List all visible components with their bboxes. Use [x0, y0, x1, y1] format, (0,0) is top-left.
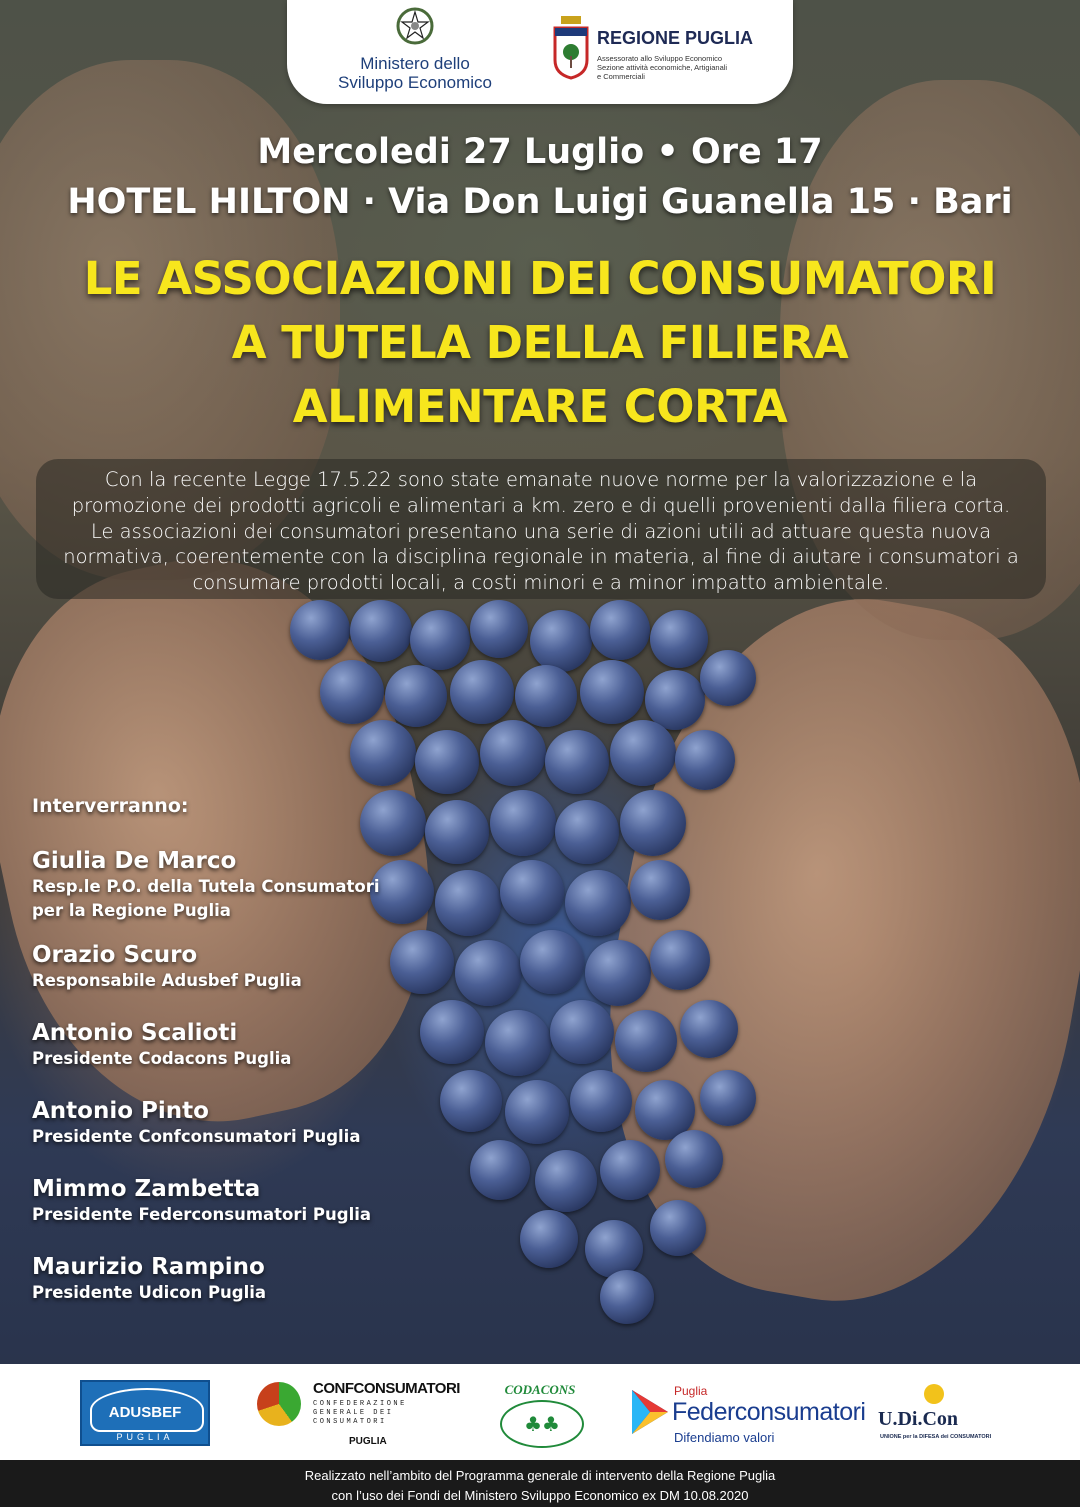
confconsumatori-sub: CONFEDERAZIONE GENERALE DEI CONSUMATORI: [313, 1400, 407, 1426]
grape: [480, 720, 546, 786]
association-logos: [0, 1364, 1080, 1460]
grape: [600, 1140, 660, 1200]
institutional-header: [287, 0, 793, 104]
title-line1: LE ASSOCIAZIONI DEI CONSUMATORI: [83, 252, 997, 305]
ministry-name-line2: Sviluppo Economico: [337, 73, 493, 92]
adusbef-logo: [80, 1380, 210, 1446]
speakers-list: [32, 795, 452, 1319]
confconsumatori-logo: [255, 1364, 460, 1460]
grape: [600, 1270, 654, 1324]
event-location: HOTEL HILTON · Via Don Luigi Guanella 15 · Bari: [67, 182, 1013, 222]
grape: [320, 660, 384, 724]
italian-emblem-icon: [395, 6, 435, 46]
speaker-item: [32, 1253, 452, 1305]
grape: [535, 1150, 597, 1212]
speaker-item: [32, 1097, 452, 1149]
grape: [700, 1070, 756, 1126]
grape: [580, 660, 644, 724]
intro-line5: consumare prodotti locali, a costi minori e a minor impatto ambientale.: [192, 571, 890, 595]
codacons-logo: [490, 1364, 590, 1460]
federconsumatori-logo: [632, 1364, 866, 1460]
grape: [650, 1200, 706, 1256]
region-name: REGIONE PUGLIA: [597, 28, 754, 48]
event-date-time: Mercoledi 27 Luglio • Ore 17: [257, 132, 823, 172]
title-line3: ALIMENTARE CORTA: [292, 380, 788, 433]
speaker-item: [32, 1175, 452, 1227]
grape: [675, 730, 735, 790]
speaker-role: Presidente Codacons Puglia: [32, 1049, 292, 1068]
grape: [585, 940, 651, 1006]
grape: [585, 1220, 643, 1278]
grape: [515, 665, 577, 727]
sun-icon: [924, 1384, 944, 1404]
grape: [550, 1000, 614, 1064]
speaker-role: Resp.le P.O. della Tutela Consumatori: [32, 877, 380, 896]
federconsumatori-name: Federconsumatori: [672, 1398, 866, 1426]
speaker-item: [32, 847, 452, 923]
speaker-name: Mimmo Zambetta: [32, 1176, 261, 1202]
clover-icon: ♣♣: [524, 1412, 560, 1436]
ministry-name-line1: Ministero dello: [360, 54, 470, 73]
speaker-role: Presidente Udicon Puglia: [32, 1283, 267, 1302]
grape: [415, 730, 479, 794]
grape: [520, 930, 584, 994]
speaker-name: Antonio Scalioti: [32, 1020, 238, 1046]
grape: [610, 720, 676, 786]
intro-line4: normativa, coerentemente con la disciplina regionale in materia, al fine di aiutare i consumatori a: [63, 545, 1019, 569]
grape: [505, 1080, 569, 1144]
grape: [665, 1130, 723, 1188]
speaker-item: [32, 941, 452, 993]
grape: [470, 1140, 530, 1200]
intro-line2: promozione dei prodotti agricoli e alimentari a km. zero e di quelli provenienti dalla filiera corta.: [71, 493, 1011, 517]
intro-line1: Con la recente Legge 17.5.22 sono state emanate nuove norme per la valorizzazione e la: [104, 468, 978, 491]
region-sub-line1: Assessorato allo Sviluppo Economico: [597, 54, 723, 63]
codacons-name: CODACONS: [504, 1382, 576, 1397]
speaker-role: Presidente Federconsumatori Puglia: [32, 1205, 372, 1224]
speaker-item: [32, 1019, 452, 1071]
ministry-logo: [335, 6, 495, 92]
footer-line1: Realizzato nell’ambito del Programma generale di intervento della Regione Puglia: [304, 1468, 776, 1483]
confconsumatori-name: CONFCONSUMATORI: [313, 1380, 460, 1397]
speaker-role: per la Regione Puglia: [32, 901, 231, 920]
grape: [650, 930, 710, 990]
grape: [630, 860, 690, 920]
grape: [410, 610, 470, 670]
grape: [555, 800, 619, 864]
region-sub-line2: Sezione attività economiche, Artigianali: [597, 63, 728, 72]
codacons-emblem: [500, 1400, 584, 1448]
speaker-role: Presidente Confconsumatori Puglia: [32, 1127, 361, 1146]
grape: [490, 790, 556, 856]
footer-line2: con l’uso dei Fondi del Ministero Sviluppo Economico ex DM 10.08.2020: [331, 1488, 749, 1503]
federconsumatori-region: Puglia: [674, 1384, 708, 1398]
speaker-role: Responsabile Adusbef Puglia: [32, 971, 302, 990]
federconsumatori-tagline: Difendiamo valori: [674, 1430, 775, 1445]
intro-panel: [36, 459, 1046, 599]
grape: [590, 600, 650, 660]
funding-footer: [0, 1460, 1080, 1507]
grape: [290, 600, 350, 660]
grape: [455, 940, 521, 1006]
grape: [565, 870, 631, 936]
region-sub-line3: e Commerciali: [597, 72, 645, 81]
grape: [680, 1000, 738, 1058]
grape: [450, 660, 514, 724]
intro-line3: Le associazioni dei consumatori presentano una serie di azioni utili ad attuare questa nuova: [90, 519, 992, 543]
grape: [350, 720, 416, 786]
grape: [620, 790, 686, 856]
udicon-sub: UNIONE per la DIFESA dei CONSUMATORI: [880, 1434, 992, 1440]
region-department: [597, 54, 777, 81]
udicon-logo: [878, 1364, 1008, 1460]
grape: [385, 665, 447, 727]
speaker-name: Orazio Scuro: [32, 942, 198, 968]
speaker-name: Maurizio Rampino: [32, 1254, 265, 1280]
grape: [615, 1010, 677, 1072]
confconsumatori-region: PUGLIA: [349, 1436, 387, 1447]
region-shield-icon: [553, 16, 589, 80]
adusbef-name: ADUSBEF: [108, 1404, 182, 1421]
intro-paragraph: [46, 467, 1036, 596]
adusbef-region: PUGLIA: [116, 1432, 174, 1442]
grape: [485, 1010, 551, 1076]
grape: [700, 650, 756, 706]
title-line2: A TUTELA DELLA FILIERA: [231, 316, 849, 369]
udicon-name: U.Di.Con: [878, 1408, 959, 1430]
grape: [470, 600, 528, 658]
grape: [520, 1210, 578, 1268]
grape: [650, 610, 708, 668]
confconsumatori-mark-icon: [257, 1382, 301, 1426]
grape: [500, 860, 564, 924]
speakers-heading: Interverranno:: [32, 795, 189, 817]
speaker-name: Antonio Pinto: [32, 1098, 209, 1124]
grape: [545, 730, 609, 794]
grape: [350, 600, 412, 662]
speaker-name: Giulia De Marco: [32, 848, 237, 874]
grape: [530, 610, 592, 672]
grape: [570, 1070, 632, 1132]
federconsumatori-mark-icon: [632, 1390, 668, 1434]
